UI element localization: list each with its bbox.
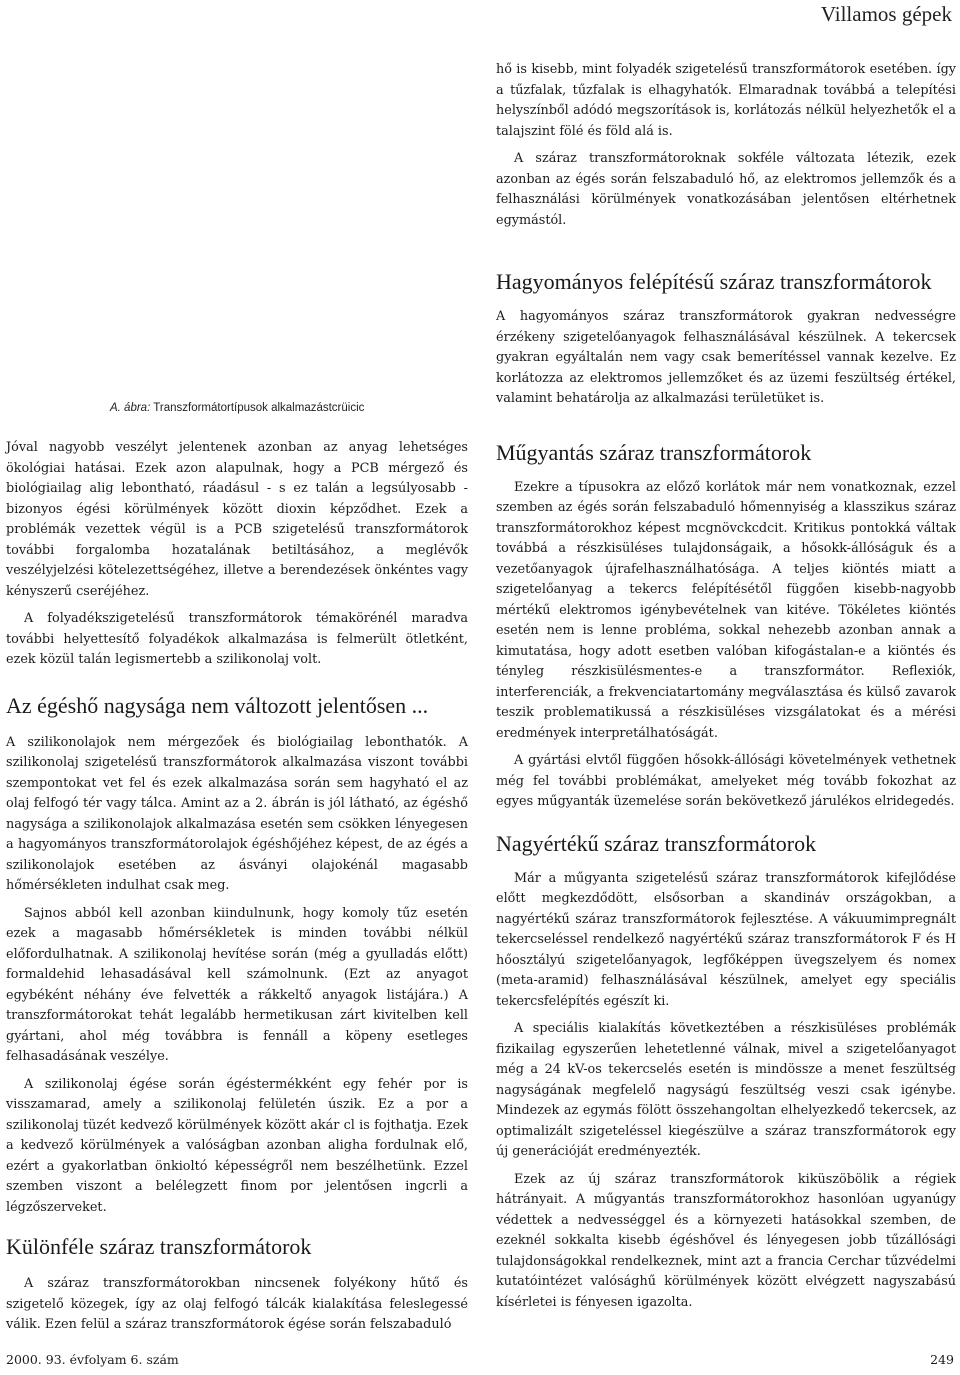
left-column	[6, 438, 468, 1343]
figure-caption-text: Transzformátortípusok alkalmazástcrüicic	[153, 402, 365, 414]
figure-caption	[110, 402, 470, 414]
paragraph: Jóval nagyobb veszélyt jelentenek azonban az anyag lehetséges ökológiai hatásai. Ezek azon alapulnak, hogy a PCB mérgező és biológiailag alig lebontható, ráadásul - s ez talán a legsúlyosabb - bizonyos égési körülmények között dioxin képződhet. Ezek a problémák vezettek végül is a PCB szigetelésű transzformátorok további forgalomba hozatalának betiltásához, a meglévők veszélyjelzési kötelezettségéhez, illetve a berendezések önkéntes vagy kényszerű cseréjéhez.	[6, 440, 468, 599]
paragraph: A száraz transzformátorokban nincsenek folyékony hűtő és szigetelő közegek, így az olaj felfogó tálcák kialakítása feleslegessé válik. Ezen felül a száraz transzformátorok égése során felszabaduló	[6, 1276, 468, 1332]
right-column	[496, 60, 956, 1320]
figure-placeholder	[6, 60, 468, 400]
paragraph: hő is kisebb, mint folyadék szigetelésű transzformátorok esetében. így a tűzfalak, tűzfalak is elhagyhatók. Elmaradnak továbbá a telepítési helyszínből adódó megszorítások is, korlátozás nélkül helyezhetők el a talajszint fölé és föld alá is.	[496, 62, 956, 139]
paragraph: Már a műgyanta szigetelésű száraz transzformátorok kifejlődése előtt megkezdődött, elsősorban a skandináv országokban, a nagyértékű száraz transzformátorok fejlesztése. A vákuumimpregnált tekercseléssel rendelkező nagyértékű száraz transzformátorok F és H hőosztályú szigetelőanyagok, legfőképpen üvegszelyem és nomex (meta-aramid) felhasználásával készülnek, amelyet egy speciális tekercsfelépítés egészít ki.	[496, 870, 956, 1009]
page-number: 249	[930, 1352, 954, 1367]
section-heading: Hagyományos felépítésű száraz transzformátorok	[496, 269, 932, 294]
paragraph: A folyadékszigetelésű transzformátorok témakörénél maradva további helyettesítő folyadékok alkalmazása is felmerült ötletként, ezek közül talán legismertebb a szilikonolaj volt.	[6, 611, 468, 667]
footer-issue: 2000. 93. évfolyam 6. szám	[6, 1352, 179, 1367]
paragraph: A hagyományos száraz transzformátorok gyakran nedvességre érzékeny szigetelőanyagok felhasználásával készülnek. A tekercsek gyakran egyáltalán nem vagy csak bemerítéssel vannak kezelve. Ez korlátozza az elektromos jellemzőket és az üzemi feszültség értékel, valamint behatárolja az alkalmazási területüket is.	[496, 309, 956, 406]
figure-number: A. ábra:	[110, 402, 151, 414]
section-heading: Különféle száraz transzformátorok	[6, 1234, 312, 1259]
paragraph: A szilikonolajok nem mérgezőek és biológiailag lebonthatók. A szilikonolaj szigetelésű transzformátorok alkalmazása viszont további szempontokat vet fel és ezek alkalmazása során sem hagyható el az olaj felfogó tér vagy tálca. Amint az a 2. ábrán is jól látható, az égéshő nagysága a szilikonolajok alkalmazása esetén sem csökken lényegesen a hagyományos transzformátorolajok égéshőjéhez képest, de az égés a szilikonolajok esetében az ásványi olajokénál magasabb hőmérsékleten indulhat csak meg.	[6, 734, 468, 893]
paragraph: A száraz transzformátoroknak sokféle változata létezik, ezek azonban az égés során felszabaduló hő, az elektromos jellemzők és a felhasználási körülmények vonatkozásában jelentősen eltérhetnek egymástól.	[496, 151, 956, 228]
section-heading: Műgyantás száraz transzformátorok	[496, 439, 812, 465]
paragraph: Sajnos abból kell azonban kiindulnunk, hogy komoly tűz esetén ezek a magasabb hőmérsékletek is minden további nélkül előfordulhatnak. A szilikonolaj hevítése során (még a gyulladás előtt) formaldehid lehasadásával kell számolnunk. (Ezt az anyagot egybéként néhány éve felvették a rákkeltő anyagok listájára.) A transzformátorokat tehát legalább hermetikusan zárt kivitelben kell gyártani, ahol még továbbra is fennáll a köpeny esetleges felhasadásának veszélye.	[6, 905, 468, 1064]
section-heading: Nagyértékű száraz transzformátorok	[496, 830, 817, 856]
paragraph: A speciális kialakítás következtében a részkisüléses problémák fizikailag egyszerűen lehetetlenné válnak, mivel a szigetelőanyagot még a 24 kV-os tekercselés esetén is mindössze a menet feszültség nagyságának megfelelő nagyságú feszültség veszi csak igénybe. Mindezek az egymás fölött összehangoltan elhelyezkedő tekercsek, az optimalizált szigeteléssel kiegészülve a száraz transzformátorok egy új generációját eredményezték.	[496, 1021, 956, 1159]
paragraph: A szilikonolaj égése során égéstermékként egy fehér por is visszamarad, amely a szilikonolaj felületén úszik. Ez a por a szilikonolaj tüzét kedvező körülmények között akár cl is fojthatja. Ezek a kedvező körülmények a valóságban azonban aligha fordulnak elő, ezért a gyakorlatban önkioltó képességről nem beszélhetünk. Ezzel szemben viszont a belélegzett finom por jelentősen ingcrli a légzőszerveket.	[6, 1076, 468, 1215]
section-heading: Az égéshő nagysága nem változott jelentősen ...	[6, 692, 429, 718]
paragraph: Ezekre a típusokra az előző korlátok már nem vonatkoznak, ezzel szemben az égés során felszabaduló hőmennyiség a klasszikus száraz transzformátorokhoz képest mcgnövckcdcit. Kritikus pontokká váltak továbbá a részkisüléses tulajdonságaik, a hősokk-állóságuk és a vezetőanyagok újrafelhasználhatósága. A teljes kiöntés miatt a szigetelőanyag a tekercs felépítésétől függően kisebb-nagyobb mértékű elektromos igénybevételnek van kitéve. Tökéletes kiöntés esetén nem is lenne probléma, sokkal nehezebb azonban annak a kimutatása, hogy adott esetben valóban kifogástalan-e a kiöntés és tényleg részkisülésmentes-e a transzformátor. Reflexiók, interferenciák, a frekvenciatartomány megválasztása és külső zavarok teszik problematikussá a részkisüléses vizsgálatokat és a mérési eredmények interpretálhatóságát.	[496, 479, 956, 741]
paragraph: A gyártási elvtől függően hősokk-állósági követelmények vethetnek még fel további problémákat, amelyeket még tovább fokozhat az egyes műgyanták üzemelése során bekövetkező járulékos elridegedés.	[496, 753, 956, 809]
paragraph: Ezek az új száraz transzformátorok kiküszöbölik a régiek hátrányait. A műgyantás transzformátorokhoz hasonlóan ugyanúgy védettek a nedvességgel és a környezeti hatásokkal szemben, de ezeknél sokkalta kisebb égéshővel és lényegesen jobb tűzállósági tulajdonságokkal rendelkeznek, mint azt a francia Cerchar tűzvédelmi kutatóintézet valósághű körülmények között elvégzett nagyszabású kísérletei is fényesen igazolta.	[496, 1171, 956, 1310]
running-title: Villamos gépek	[820, 2, 952, 26]
